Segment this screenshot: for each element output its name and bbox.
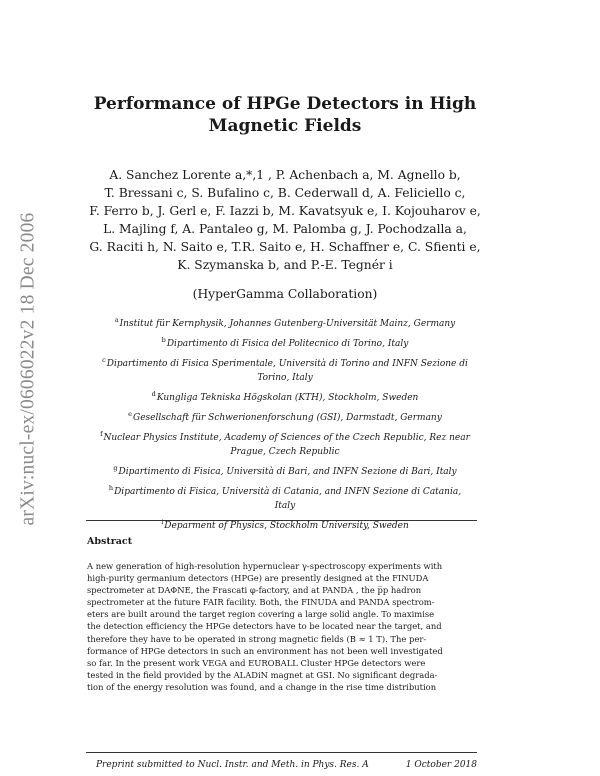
abstract-line: spectrometer at DAΦNE, the Frascati φ-factory, and at PANDA , the p̅p hadron <box>87 585 422 596</box>
affiliation-line: Gesellschaft für Schwerionenforschung (GSI), Darmstadt, Germany <box>133 412 442 423</box>
author-line: A. Sanchez Lorente a,*,1 , P. Achenbach a, M. Agnello b, <box>109 168 461 182</box>
abstract-heading: Abstract <box>87 536 133 547</box>
affiliation-line: Dipartimento di Fisica, Università di Catania, and INFN Sezione di Catania, <box>114 486 462 497</box>
affiliation-item <box>88 353 482 386</box>
affiliation-label: h <box>108 483 114 492</box>
affiliation-label: c <box>102 355 106 364</box>
affiliation-item <box>88 313 482 331</box>
preprint-note: Preprint submitted to Nucl. Instr. and Meth. in Phys. Res. A <box>96 760 369 770</box>
affiliation-label: b <box>161 335 166 344</box>
affiliation-label: f <box>100 429 103 438</box>
affiliation-item <box>88 427 482 460</box>
affiliation-list <box>88 313 482 535</box>
author-line: K. Szymanska b, and P.-E. Tegnér i <box>177 258 393 272</box>
abstract-line: formance of HPGe detectors in such an environment has not been well investigated <box>87 645 443 656</box>
title-line: Performance of HPGe Detectors in High <box>93 94 477 114</box>
abstract-line: tested in the field provided by the ALADiN magnet at GSI. No significant degrada- <box>87 669 438 680</box>
preprint-date: 1 October 2018 <box>405 760 477 770</box>
author-line: G. Raciti h, N. Saito e, T.R. Saito e, H. Schaffner e, C. Sfienti e, <box>89 240 481 254</box>
arxiv-identifier <box>14 195 42 543</box>
author-line: F. Ferro b, J. Gerl e, F. Iazzi b, M. Kavatsyuk e, I. Kojouharov e, <box>89 204 481 218</box>
affiliation-label: e <box>128 409 133 418</box>
affiliation-line: Dipartimento di Fisica, Università di Bari, and INFN Sezione di Bari, Italy <box>118 466 457 477</box>
affiliation-label: a <box>114 316 119 324</box>
abstract-line: A new generation of high-resolution hypernuclear γ-spectroscopy experiments with <box>87 561 443 571</box>
affiliation-label: g <box>113 463 118 472</box>
arxiv-identifier-text: arXiv:nucl-ex/0606022v2 18 Dec 2006 <box>17 212 39 526</box>
collaboration-name: (HyperGamma Collaboration) <box>192 287 378 301</box>
affiliation-line: Torino, Italy <box>257 373 313 384</box>
footer-rule <box>86 752 477 753</box>
author-list <box>85 166 485 274</box>
abstract-body <box>87 560 477 693</box>
affiliation-label: d <box>151 389 156 398</box>
paper-title <box>90 93 480 137</box>
affiliation-item <box>88 407 482 425</box>
abstract-line: tion of the energy resolution was found, and a change in the rise time distribution <box>87 681 437 692</box>
affiliation-item <box>88 333 482 351</box>
affiliation-line: Nuclear Physics Institute, Academy of Sciences of the Czech Republic, Rez near <box>103 432 470 443</box>
affiliation-item <box>88 387 482 405</box>
author-line: L. Majling f, A. Pantaleo g, M. Palomba g, J. Pochodzalla a, <box>103 222 467 236</box>
abstract-top-rule <box>86 520 477 521</box>
affiliation-line: Prague, Czech Republic <box>230 447 340 458</box>
abstract-line: spectrometer at the future FAIR facility. Both, the FINUDA and PANDA spectrom- <box>87 597 435 608</box>
affiliation-item <box>88 481 482 514</box>
title-line: Magnetic Fields <box>208 116 362 136</box>
affiliation-line: Deparment of Physics, Stockholm University, Sweden <box>164 521 409 532</box>
affiliation-line: Kungliga Tekniska Högskolan (KTH), Stockholm, Sweden <box>156 392 419 403</box>
affiliation-line: Institut für Kernphysik, Johannes Gutenberg-Universität Mainz, Germany <box>119 319 456 329</box>
affiliation-line: Dipartimento di Fisica del Politecnico di Torino, Italy <box>166 338 409 349</box>
affiliation-item <box>88 461 482 479</box>
abstract-line: therefore they have to be operated in strong magnetic fields (B ≈ 1 T). The per- <box>87 633 427 644</box>
abstract-line: high-purity germanium detectors (HPGe) are presently designed at the FINUDA <box>87 573 429 584</box>
abstract-line: the detection efficiency the HPGe detectors have to be located near the target, and <box>87 621 442 632</box>
affiliation-label: i <box>161 518 164 527</box>
abstract-line: so far. In the present work VEGA and EUROBALL Cluster HPGe detectors were <box>87 657 426 668</box>
author-line: T. Bressani c, S. Bufalino c, B. Cederwall d, A. Feliciello c, <box>104 186 466 200</box>
abstract-line: eters are built around the target region covering a large solid angle. To maximise <box>87 609 435 620</box>
affiliation-line: Dipartimento di Fisica Sperimentale, Università di Torino and INFN Sezione di <box>106 358 468 369</box>
affiliation-line: Italy <box>274 501 296 512</box>
affiliation-item <box>88 515 482 533</box>
